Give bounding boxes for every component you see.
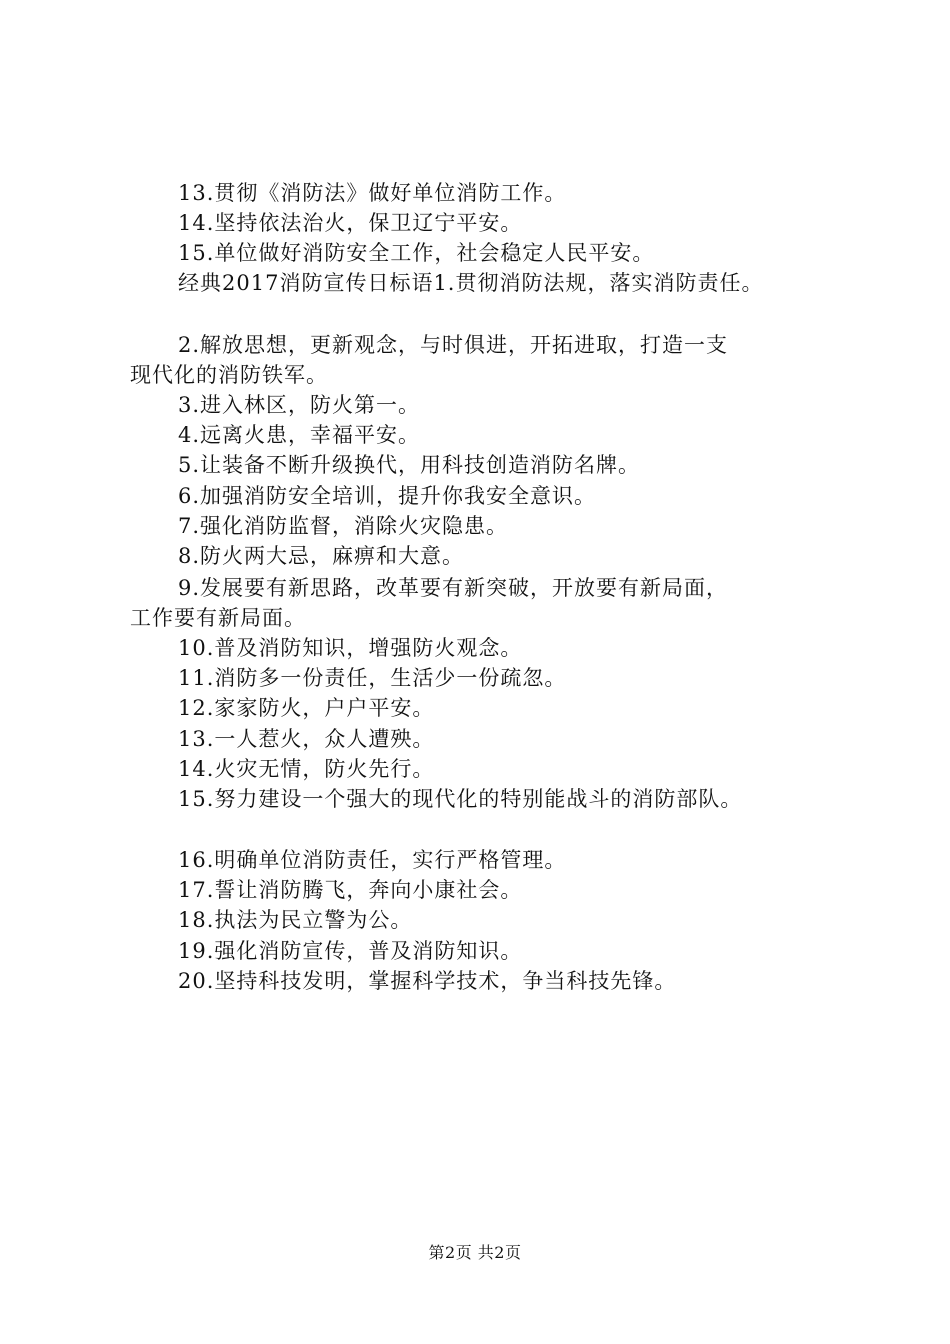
slogan-line: 16.明确单位消防责任，实行严格管理。 bbox=[178, 848, 567, 872]
slogan-line: 9.发展要有新思路，改革要有新突破，开放要有新局面， bbox=[178, 576, 729, 600]
slogan-line: 14.坚持依法治火，保卫辽宁平安。 bbox=[178, 211, 523, 235]
slogan-line: 14.火灾无情，防火先行。 bbox=[178, 757, 435, 781]
slogan-line-continuation: 现代化的消防铁军。 bbox=[130, 363, 328, 387]
section-heading-line: 经典2017消防宣传日标语1.贯彻消防法规，落实消防责任。 bbox=[178, 271, 764, 295]
slogan-line: 5.让装备不断升级换代，用科技创造消防名牌。 bbox=[178, 453, 641, 477]
slogan-line: 15.努力建设一个强大的现代化的特别能战斗的消防部队。 bbox=[178, 787, 743, 811]
slogan-line: 20.坚持科技发明，掌握科学技术，争当科技先锋。 bbox=[178, 969, 677, 993]
slogan-line: 12.家家防火，户户平安。 bbox=[178, 696, 435, 720]
slogan-line: 11.消防多一份责任，生活少一份疏忽。 bbox=[178, 666, 567, 690]
slogan-line: 6.加强消防安全培训，提升你我安全意识。 bbox=[178, 484, 597, 508]
slogan-line: 17.誓让消防腾飞，奔向小康社会。 bbox=[178, 878, 523, 902]
slogan-line: 18.执法为民立警为公。 bbox=[178, 908, 413, 932]
slogan-line: 4.远离火患，幸福平安。 bbox=[178, 423, 421, 447]
slogan-line-continuation: 工作要有新局面。 bbox=[130, 606, 306, 630]
page-footer: 第2页 共2页 bbox=[428, 1243, 522, 1262]
slogan-line: 13.一人惹火，众人遭殃。 bbox=[178, 727, 435, 751]
slogan-line: 7.强化消防监督，消除火灾隐患。 bbox=[178, 514, 509, 538]
slogan-line: 8.防火两大忌，麻痹和大意。 bbox=[178, 544, 465, 568]
slogan-line: 15.单位做好消防安全工作，社会稳定人民平安。 bbox=[178, 241, 655, 265]
slogan-line: 10.普及消防知识，增强防火观念。 bbox=[178, 636, 523, 660]
slogan-line: 19.强化消防宣传，普及消防知识。 bbox=[178, 939, 523, 963]
slogan-line: 3.进入林区，防火第一。 bbox=[178, 393, 421, 417]
slogan-line: 2.解放思想，更新观念，与时俱进，开拓进取，打造一支 bbox=[178, 333, 729, 357]
slogan-line: 13.贯彻《消防法》做好单位消防工作。 bbox=[178, 181, 567, 205]
